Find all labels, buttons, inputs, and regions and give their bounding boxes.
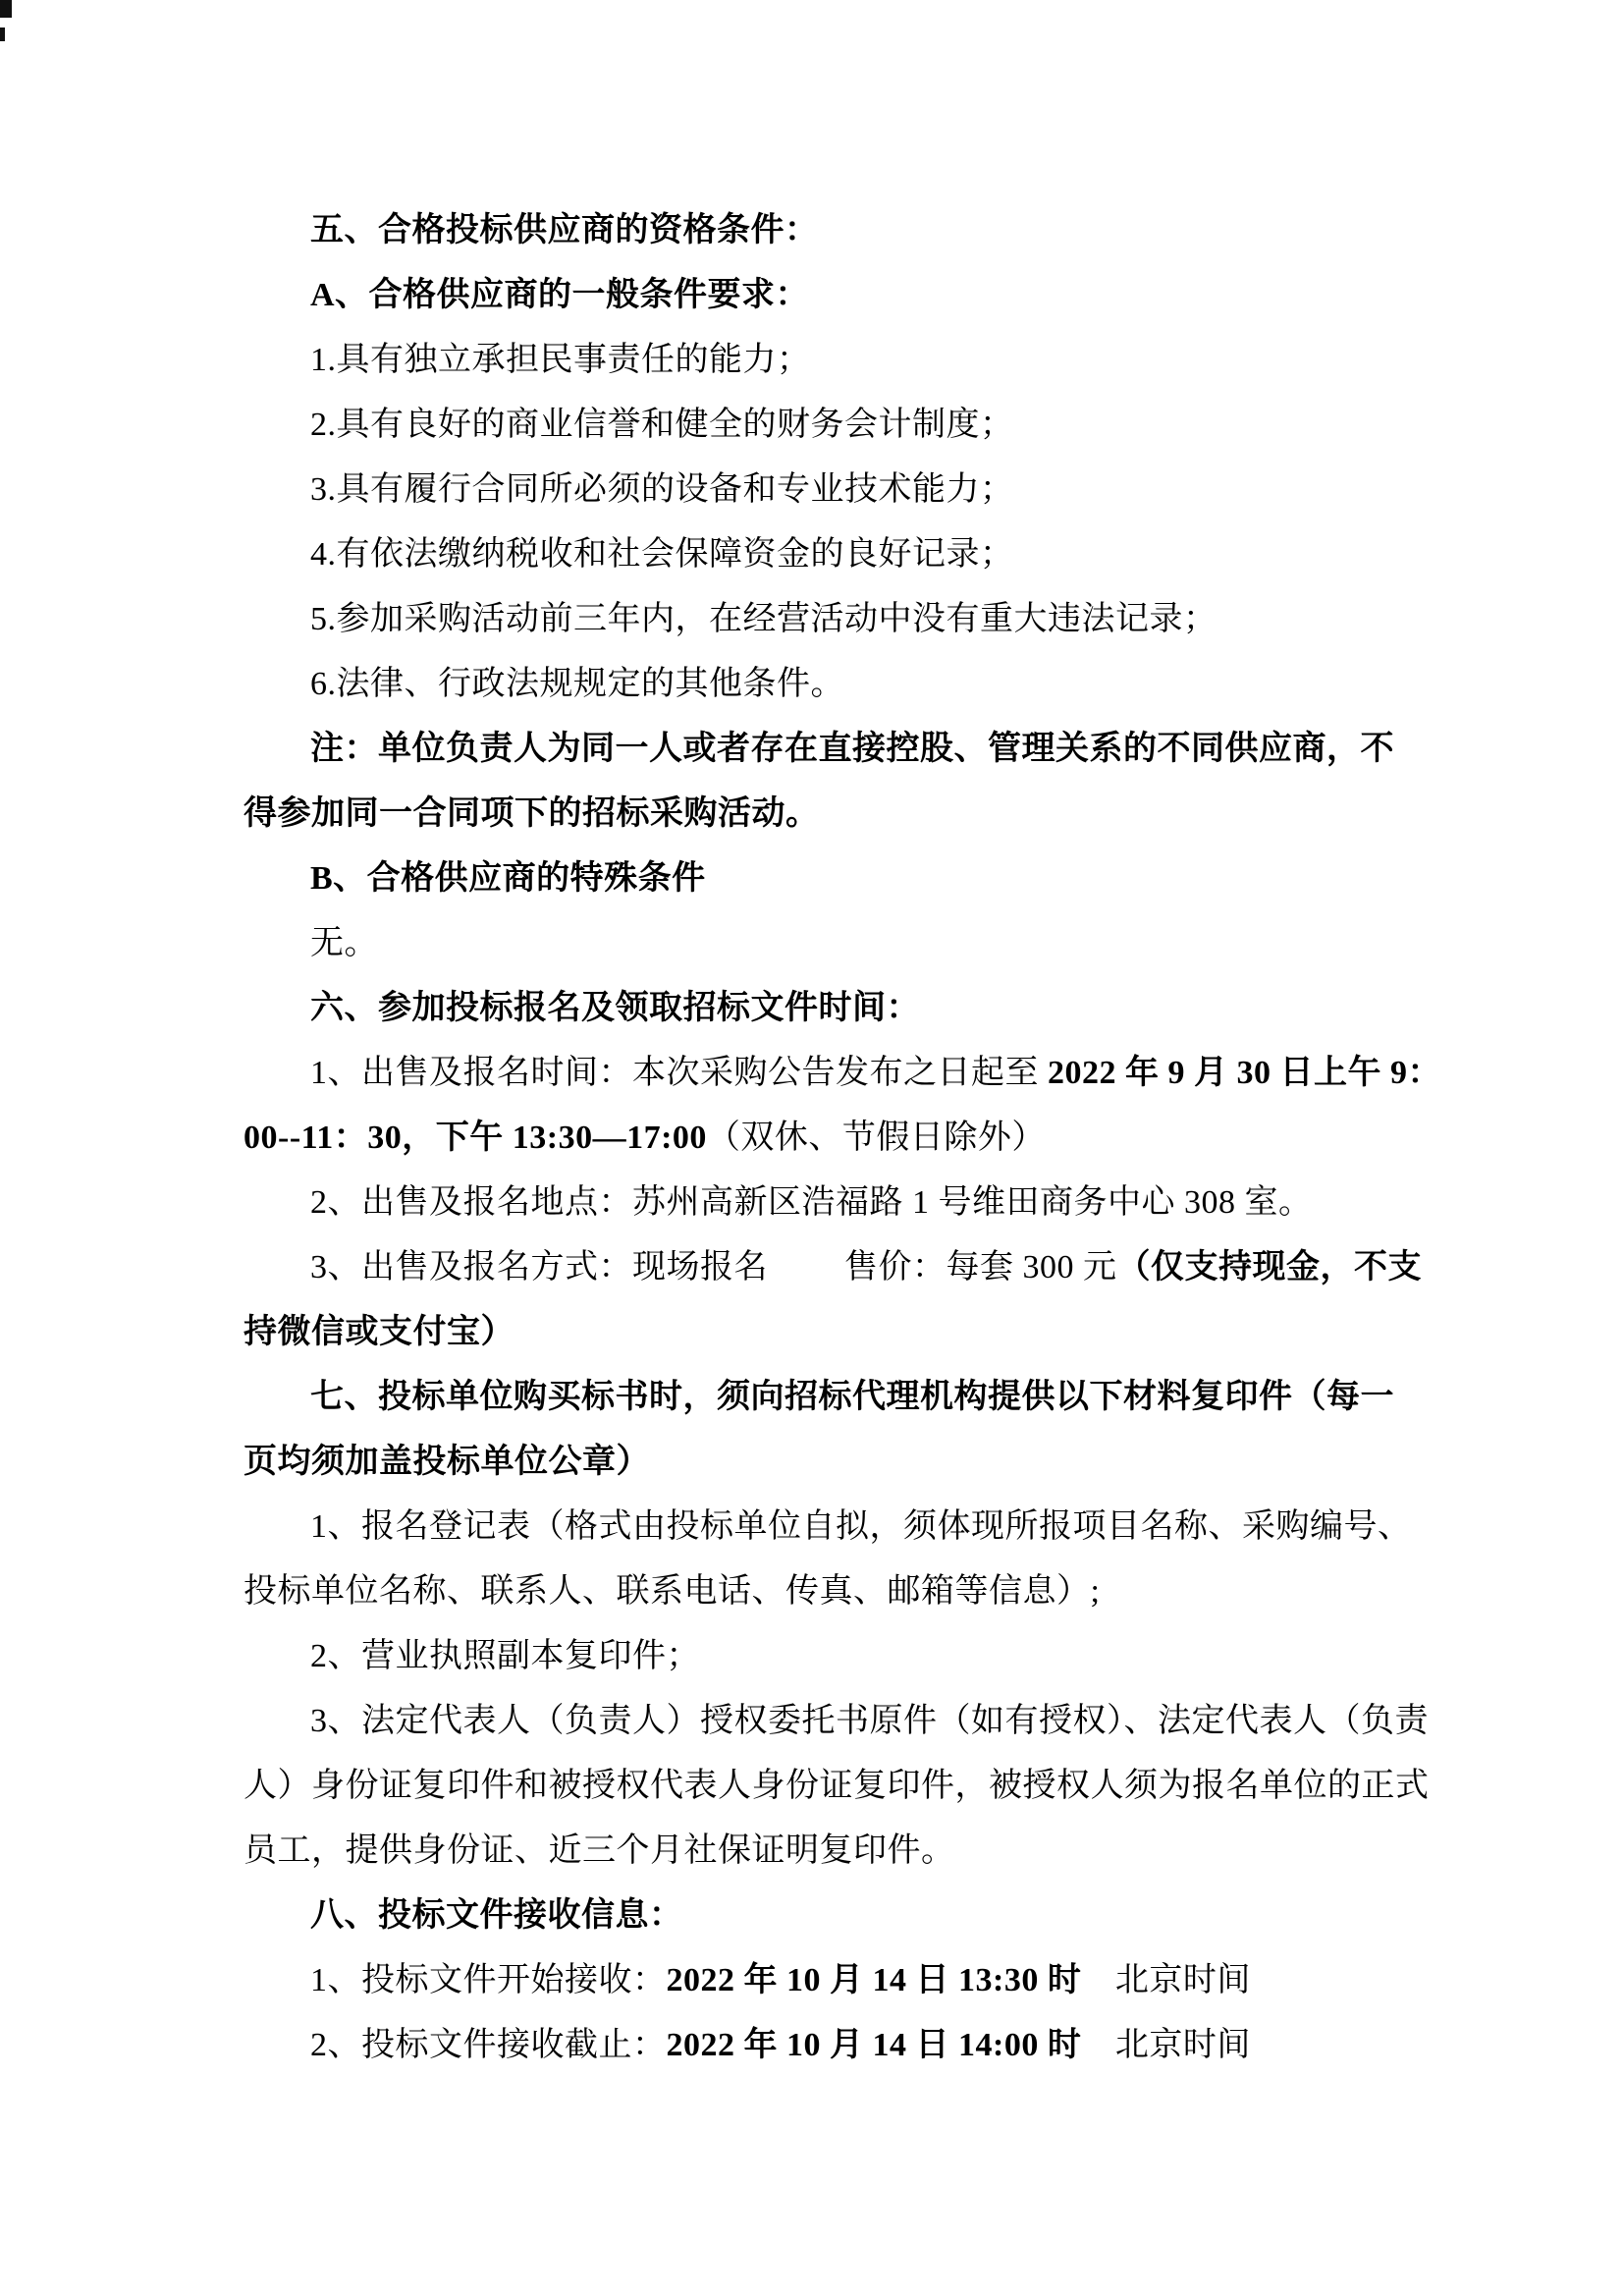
document-line	[243, 587, 1436, 652]
text-run-bold: A、合格供应商的一般条件要求：	[310, 277, 810, 313]
text-run-bold: （仅支持现金，不支	[1116, 1249, 1422, 1285]
text-run: 4.有依法缴纳税收和社会保障资金的良好记录；	[310, 536, 1014, 573]
document-line	[243, 1754, 1436, 1819]
text-run: 人）身份证复印件和被授权代表人身份证复印件，被授权人须为报名单位的正式	[243, 1768, 1430, 1804]
document-line	[243, 2013, 1436, 2078]
document-line	[243, 198, 1436, 263]
document-line	[243, 1689, 1436, 1754]
text-run-bold: 五、合格投标供应商的资格条件：	[310, 212, 819, 248]
text-run: 北京时间	[1081, 2027, 1251, 2063]
document-line	[243, 1235, 1436, 1300]
text-run: 投标单位名称、联系人、联系电话、传真、邮箱等信息）;	[243, 1573, 1101, 1610]
text-run: 无。	[310, 925, 378, 961]
scan-artifact-mark	[0, 27, 5, 41]
text-run: 员工，提供身份证、近三个月社保证明复印件。	[243, 1832, 955, 1869]
document-line	[243, 1106, 1436, 1171]
text-run-bold: 持微信或支付宝）	[243, 1314, 514, 1350]
text-run-bold: B、合格供应商的特殊条件	[310, 860, 706, 897]
document-line	[243, 1948, 1436, 2013]
document-line	[243, 263, 1436, 328]
text-run: 2.具有良好的商业信誉和健全的财务会计制度；	[310, 407, 1014, 443]
text-run-bold: 页均须加盖投标单位公章）	[243, 1444, 650, 1480]
text-run: 3、出售及报名方式：现场报名 售价：每套 300 元	[310, 1249, 1117, 1285]
text-run: 3、法定代表人（负责人）授权委托书原件（如有授权）、法定代表人（负责	[310, 1703, 1429, 1739]
text-run-bold: 2022 年 10 月 14 日 13:30 时	[666, 1962, 1082, 1998]
text-run-bold: 注：单位负责人为同一人或者存在直接控股、管理关系的不同供应商，不	[310, 731, 1394, 767]
text-run-bold: 2022 年 9 月 30 日上午 9：	[1048, 1055, 1441, 1091]
document-line	[243, 847, 1436, 911]
text-run: 2、投标文件接收截止：	[310, 2027, 667, 2063]
text-run: 3.具有履行合同所必须的设备和专业技术能力；	[310, 471, 1014, 508]
text-run: 5.参加采购活动前三年内，在经营活动中没有重大违法记录；	[310, 601, 1217, 637]
document-line	[243, 1495, 1436, 1559]
document-line	[243, 1884, 1436, 1948]
text-run: 1、报名登记表（格式由投标单位自拟，须体现所报项目名称、采购编号、	[310, 1508, 1412, 1545]
document-content	[243, 198, 1441, 2078]
text-run-bold: 00--11：30，下午 13:30—17:00	[243, 1120, 707, 1156]
text-run-bold: 七、投标单位购买标书时，须向招标代理机构提供以下材料复印件（每一	[310, 1379, 1394, 1415]
text-run: 2、营业执照副本复印件；	[310, 1638, 700, 1674]
text-run: 1、投标文件开始接收：	[310, 1962, 667, 1998]
document-line	[243, 976, 1436, 1041]
document-line	[243, 782, 1436, 847]
text-run: 1.具有独立承担民事责任的能力；	[310, 342, 811, 378]
document-line	[243, 393, 1436, 458]
text-run: 6.法律、行政法规规定的其他条件。	[310, 666, 844, 702]
document-line	[243, 1624, 1436, 1689]
text-run-bold: 得参加同一合同项下的招标采购活动。	[243, 795, 820, 832]
text-run: （双休、节假日除外）	[706, 1120, 1046, 1156]
document-line	[243, 522, 1436, 587]
document-line	[243, 1430, 1436, 1495]
text-run-bold: 六、参加投标报名及领取招标文件时间：	[310, 990, 920, 1026]
document-line	[243, 1819, 1436, 1884]
document-line	[243, 911, 1436, 976]
text-run: 2、出售及报名地点：苏州高新区浩福路 1 号维田商务中心 308 室。	[310, 1184, 1313, 1221]
text-run-bold: 2022 年 10 月 14 日 14:00 时	[666, 2027, 1082, 2063]
document-line	[243, 1041, 1441, 1106]
document-line	[243, 1365, 1436, 1430]
document-line	[243, 652, 1436, 717]
document-line	[243, 328, 1436, 393]
document-line	[243, 458, 1436, 522]
document-line	[243, 1300, 1436, 1365]
text-run: 1、出售及报名时间：本次采购公告发布之日起至	[310, 1055, 1048, 1091]
document-line	[243, 717, 1436, 782]
scan-artifact-mark	[0, 0, 12, 18]
text-run: 北京时间	[1081, 1962, 1251, 1998]
document-line	[243, 1171, 1436, 1235]
text-run-bold: 八、投标文件接收信息：	[310, 1897, 683, 1934]
document-line	[243, 1559, 1436, 1624]
